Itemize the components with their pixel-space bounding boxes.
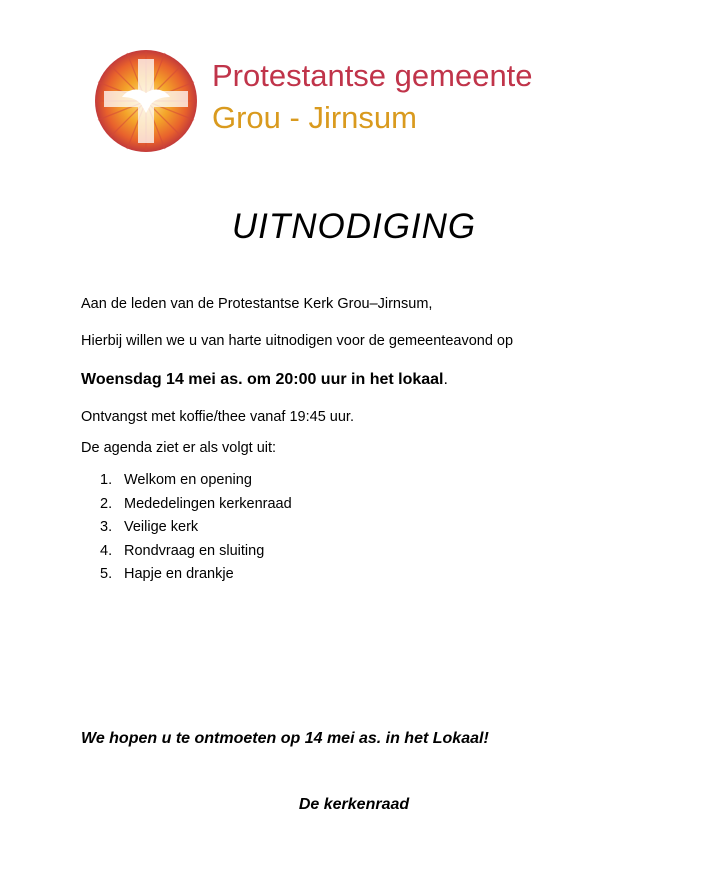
agenda-item-label: Hapje en drankje <box>124 566 234 583</box>
agenda-item <box>100 470 292 494</box>
greeting-text: Aan de leden van de Protestantse Kerk Grou–Jirnsum, <box>81 296 433 312</box>
agenda-item-number: 5. <box>100 566 113 583</box>
org-name-line1: Protestantse gemeente <box>212 58 533 93</box>
agenda-list <box>100 470 292 588</box>
agenda-item-label: Veilige kerk <box>124 519 199 536</box>
agenda-intro: De agenda ziet er als volgt uit: <box>81 440 277 456</box>
agenda-item-number: 2. <box>100 495 113 512</box>
agenda-item-number: 1. <box>100 472 113 488</box>
agenda-item-number: 3. <box>100 519 113 536</box>
org-name-line2: Grou - Jirnsum <box>212 100 417 135</box>
closing-text: We hopen u te ontmoeten op 14 mei as. in het Lokaal! <box>81 730 489 747</box>
church-logo-icon <box>94 49 198 153</box>
agenda-item <box>100 564 292 588</box>
page-title: UITNODIGING <box>231 207 477 246</box>
agenda-item-label: Welkom en opening <box>124 472 252 488</box>
agenda-item <box>100 494 292 518</box>
invitation-text: Hierbij willen we u van harte uitnodigen voor de gemeenteavond op <box>81 333 514 349</box>
agenda-item <box>100 517 292 541</box>
date-line <box>81 369 448 391</box>
agenda-item-number: 4. <box>100 542 113 559</box>
reception-text: Ontvangst met koffie/thee vanaf 19:45 uur. <box>81 409 354 425</box>
agenda-item-label: Mededelingen kerkenraad <box>124 495 292 512</box>
agenda-item-label: Rondvraag en sluiting <box>124 542 265 559</box>
signature: De kerkenraad <box>298 796 410 813</box>
date-line-end: . <box>443 371 448 388</box>
date-line-bold: Woensdag 14 mei as. om 20:00 uur in het lokaal <box>81 371 444 388</box>
agenda-item <box>100 541 292 565</box>
